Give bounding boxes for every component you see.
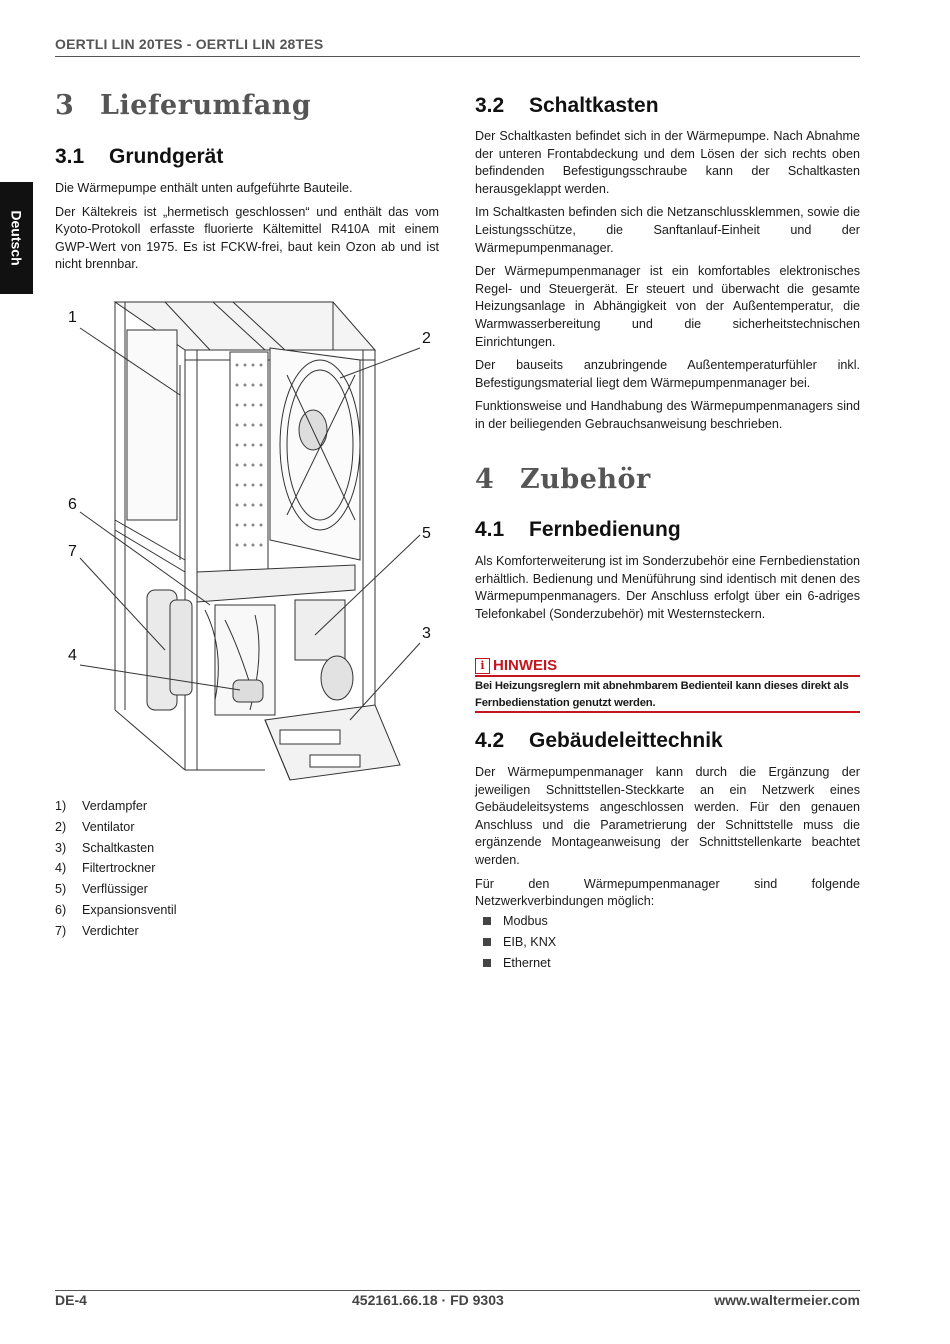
- paragraph: Der Kältekreis ist „hermetisch geschlossen“ und enthält das vom Kyoto-Protokoll erfasste fluorierte Kältemittel R410A mit einem GWP-Wert von 1975. Es ist FCKW-frei, baut kein Ozon ab und ist nicht brennbar.: [55, 204, 439, 272]
- chapter-title: Zubehör: [520, 464, 651, 495]
- list-item: 2) Ventilator: [55, 819, 135, 834]
- section-number: 4.2: [475, 729, 505, 752]
- figure-label: 3: [422, 625, 431, 642]
- footer-rule: [55, 1290, 860, 1291]
- section-number: 3.2: [475, 94, 505, 117]
- figure-label: 5: [422, 525, 431, 542]
- figure-label: 1: [68, 309, 77, 326]
- list-item: 7) Verdichter: [55, 923, 139, 938]
- list-item: 1) Verdampfer: [55, 799, 148, 813]
- hinweis-text: Bei Heizungsreglern mit abnehmbarem Bedienteil kann dieses direkt als Fernbedienstation genutzt werden.: [475, 680, 849, 709]
- bullet-icon: [483, 917, 491, 925]
- section-4-2-heading: [475, 729, 723, 753]
- heat-pump-illustration: [55, 290, 445, 790]
- paragraph: Der Schaltkasten befindet sich in der Wärmepumpe. Nach Abnahme der unteren Frontabdeckung und dem Lösen der sich rechts oben befindenden Befestigungsschraube kann der Schaltkasten herausgeklappt werden.: [475, 129, 860, 196]
- section-4-1-text: [475, 553, 860, 629]
- section-3-2-text: [475, 128, 860, 440]
- list-item: 3) Schaltkasten: [55, 840, 155, 855]
- section-title: Schaltkasten: [529, 94, 659, 117]
- figure-label: 4: [68, 647, 77, 664]
- section-3-2-heading: [475, 94, 659, 118]
- section-3-1-heading: [55, 145, 223, 169]
- paragraph: Der Wärmepumpenmanager kann durch die Ergänzung der jeweiligen Schnittstellen-Steckkarte an ein Netzwerk eines Gebäudeleitsystems angeschlossen werden. Für den genauen Anschluss und die Parametrierung der Schnittstelle muss die ergänzende Montageanweisung der Schnittstellenkarte beachtet werden.: [475, 765, 860, 867]
- paragraph: Im Schaltkasten befinden sich die Netzanschlussklemmen, sowie die Leistungsschütze, die Sanftanlauf-Einheit und der Wärmepumpenmanager.: [475, 205, 860, 255]
- section-number: 4.1: [475, 518, 505, 541]
- section-4-1-heading: [475, 518, 681, 542]
- chapter-title: Lieferumfang: [100, 90, 312, 121]
- section-title: Grundgerät: [109, 145, 224, 168]
- hinweis-title: [475, 657, 557, 674]
- section-4-2-text: [475, 764, 860, 917]
- document-number: 452161.66.18 · FD 9303: [352, 1292, 504, 1308]
- paragraph: Für den Wärmepumpenmanager sind folgende Netzwerkverbindungen möglich:: [475, 876, 860, 909]
- network-list: [475, 911, 860, 973]
- list-item: Ethernet: [475, 953, 860, 974]
- paragraph: Funktionsweise und Handhabung des Wärmepumpenmanagers sind in der beiliegenden Gebrauchsanweisung beschrieben.: [475, 399, 860, 431]
- list-item: Modbus: [475, 911, 860, 932]
- header-rule: [55, 56, 860, 57]
- section-title: Gebäudeleittechnik: [529, 729, 723, 752]
- paragraph: Der bauseits anzubringende Außentemperaturfühler inkl. Befestigungsmaterial liegt dem Wärmepumpenmanager bei.: [475, 358, 860, 390]
- bullet-icon: [483, 959, 491, 967]
- paragraph: Die Wärmepumpe enthält unten aufgeführte Bauteile.: [55, 181, 353, 195]
- list-item: 4) Filtertrockner: [55, 861, 156, 876]
- list-item: 5) Verflüssiger: [55, 882, 148, 897]
- figure-label: 6: [68, 496, 77, 513]
- page-number: DE-4: [55, 1292, 87, 1308]
- section-title: Fernbedienung: [529, 518, 681, 541]
- section-number: 3.1: [55, 145, 85, 168]
- hinweis-top-rule: [475, 675, 860, 677]
- list-item: EIB, KNX: [475, 932, 860, 953]
- info-icon: i: [475, 658, 490, 674]
- hinweis-bottom-rule: [475, 711, 860, 713]
- chapter-number: 3: [55, 90, 75, 121]
- paragraph: Der Wärmepumpenmanager ist ein komfortables elektronisches Regel- und Steuergerät. Er steuert und überwacht die gesamte Heizungsanlage in Abhängigkeit von der Außentemperatur, die Warmwasserbereitung und die sicherheitstechnischen Einrichtungen.: [475, 264, 860, 349]
- chapter-number: 4: [475, 464, 495, 495]
- website-link[interactable]: www.waltermeier.com: [714, 1292, 860, 1308]
- bullet-icon: [483, 938, 491, 946]
- hinweis-label: HINWEIS: [493, 657, 558, 674]
- list-item: 6) Expansionsventil: [55, 902, 177, 917]
- section-3-1-text: [55, 180, 439, 280]
- running-header: OERTLI LIN 20TES - OERTLI LIN 28TES: [55, 36, 324, 52]
- paragraph: Als Komforterweiterung ist im Sonderzubehör eine Fernbedienstation erhältlich. Bedienung und Menüführung sind identisch mit denen des Wärmepumpenmanagers. Der Anschluss erfolgt über ein 6-adriges Telefonkabel (Sonderzubehör) mit Westernsteckern.: [475, 554, 861, 621]
- chapter-3-heading: [55, 90, 311, 121]
- figure-label: 7: [68, 543, 77, 560]
- language-tab-label: Deutsch: [8, 210, 25, 266]
- parts-list: [55, 796, 435, 942]
- figure-label: 2: [422, 330, 431, 347]
- chapter-4-heading: [475, 464, 651, 495]
